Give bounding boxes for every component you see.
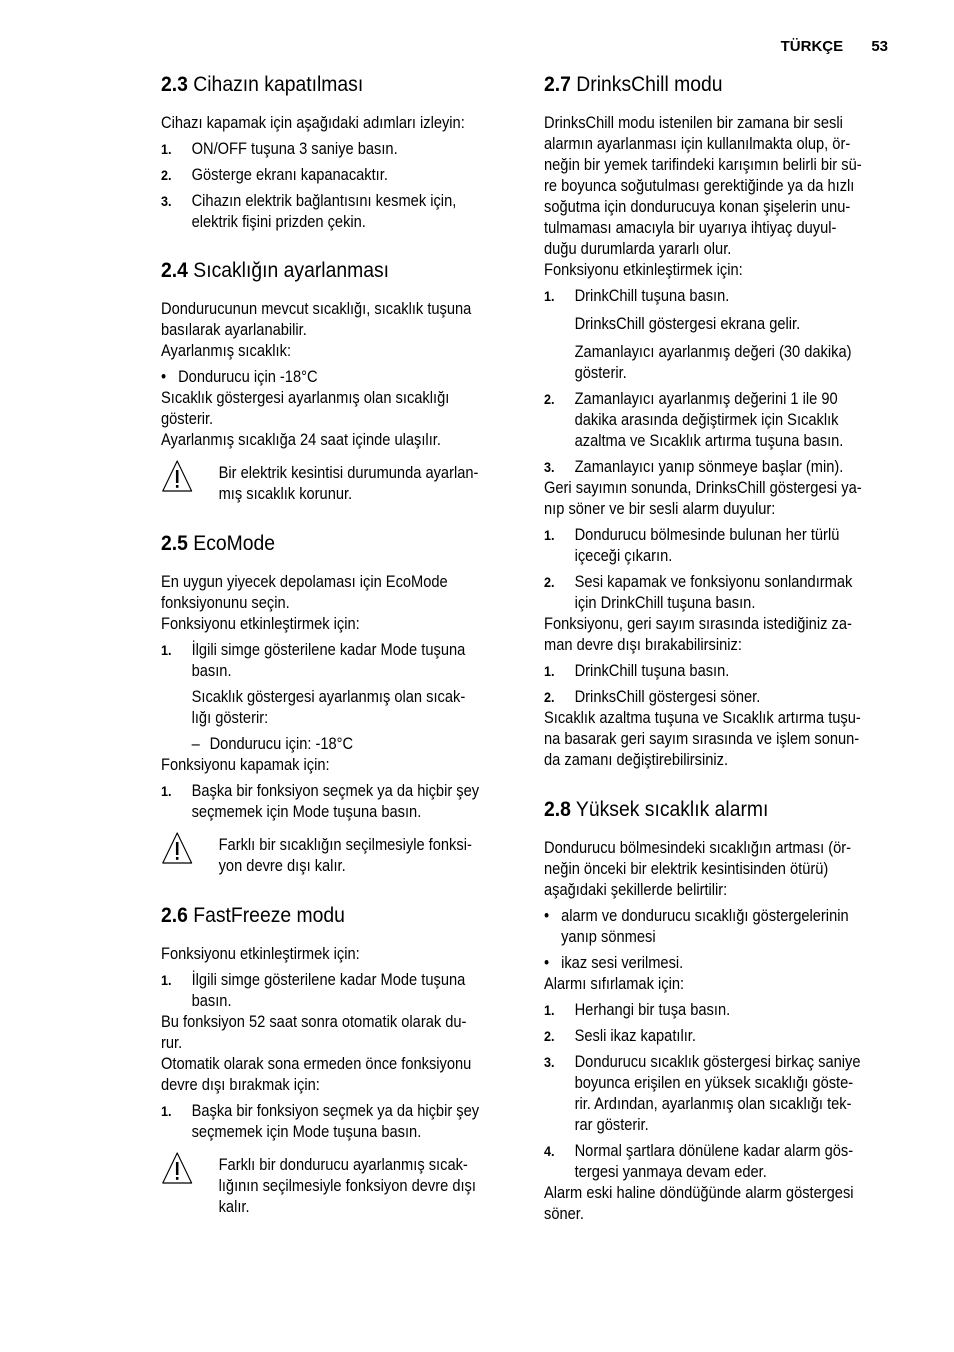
paragraph — [544, 614, 868, 656]
bullet-mark: • — [161, 368, 167, 386]
right-column — [544, 70, 904, 1225]
step-number: 1. — [544, 1002, 555, 1018]
step-number: 2. — [544, 689, 555, 705]
step-number: 1. — [161, 642, 172, 658]
section-number: 2.3 — [161, 72, 188, 96]
text-line: En uygun yiyecek depolaması için EcoMode — [161, 573, 448, 591]
paragraph — [544, 113, 868, 281]
step-text: İlgili simge gösterilene kadar Mode tuşuna — [191, 971, 466, 989]
text-line: Alarm eski haline döndüğünde alarm göstergesi — [544, 1184, 854, 1202]
text-line: Sıcaklık göstergesi ayarlanmış olan sıcak- — [191, 688, 466, 706]
text-line: soğutma için dondurucuya konan şişelerin unu- — [544, 198, 851, 216]
list-step — [161, 191, 485, 233]
page-header — [781, 38, 888, 55]
bullet-text: alarm ve dondurucu sıcaklığı göstergelerinin — [561, 907, 849, 925]
step-text: DrinkChill tuşuna basın. — [574, 662, 730, 680]
list-step — [544, 687, 868, 708]
list-step — [161, 781, 485, 823]
step-text: elektrik fişini prizden çekin. — [191, 213, 366, 231]
bullet-text: yanıp sönmesi — [561, 928, 656, 946]
step-text: tergesi yanmaya devam eder. — [574, 1163, 767, 1181]
text-line: gösterir. — [574, 364, 627, 382]
text-line: da zamanı değiştirebilirsiniz. — [544, 751, 729, 769]
list-step — [544, 1141, 868, 1183]
step-text: Başka bir fonksiyon seçmek ya da hiçbir şey — [191, 1102, 480, 1120]
list-step — [544, 525, 868, 567]
text-line: Fonksiyonu, geri sayım sırasında istediğiniz za- — [544, 615, 852, 633]
text-line: duğu durumlarda yararlı olur. — [544, 240, 732, 258]
text-line: nıp söner ve bir sesli alarm duyulur: — [544, 500, 776, 518]
step-number: 1. — [161, 141, 172, 157]
text-line: lığı gösterir: — [191, 709, 269, 727]
step-text: DrinksChill göstergesi söner. — [574, 688, 761, 706]
warning-triangle-icon — [161, 1151, 193, 1185]
step-text: Dondurucu bölmesinde bulunan her türlü — [574, 526, 840, 544]
section-number: 2.6 — [161, 903, 188, 927]
section-heading — [161, 529, 485, 557]
section-number: 2.7 — [544, 72, 571, 96]
step-number: 2. — [544, 1028, 555, 1044]
text-line: aşağıdaki şekillerde belirtilir: — [544, 881, 728, 899]
text-line: Fonksiyonu etkinleştirmek için: — [544, 261, 743, 279]
step-text: ON/OFF tuşuna 3 saniye basın. — [191, 140, 398, 158]
step-text: Dondurucu sıcaklık göstergesi birkaç saniye — [574, 1053, 861, 1071]
paragraph — [161, 1012, 485, 1096]
paragraph: Fonksiyonu kapamak için: — [161, 756, 330, 774]
section-title: FastFreeze modu — [193, 903, 345, 927]
text-line: söner. — [544, 1205, 584, 1223]
text-line: Bu fonksiyon 52 saat sonra otomatik olarak du- — [161, 1013, 467, 1031]
list-step — [161, 970, 485, 1012]
step-text: azaltma ve Sıcaklık artırma tuşuna basın. — [574, 432, 844, 450]
step-text: DrinkChill tuşuna basın. — [574, 287, 730, 305]
step-number: 1. — [161, 783, 172, 799]
bullet-mark: • — [544, 907, 550, 925]
list-step — [544, 1026, 868, 1047]
step-number: 1. — [544, 527, 555, 543]
text-line: Dondurucu bölmesindeki sıcaklığın artması (ör- — [544, 839, 852, 857]
step-text: İlgili simge gösterilene kadar Mode tuşuna — [191, 641, 466, 659]
step-text: seçmemek için Mode tuşuna basın. — [191, 1123, 422, 1141]
paragraph — [161, 572, 485, 635]
bullet-item — [544, 953, 868, 974]
paragraph — [161, 388, 485, 451]
section-number: 2.5 — [161, 531, 188, 555]
text-line: neğin bir yemek tarifindeki karışımın belirli bir sü- — [544, 156, 862, 174]
step-number: 3. — [544, 1054, 555, 1070]
step-text: Cihazın elektrik bağlantısını kesmek için, — [191, 192, 457, 210]
text-line: Zamanlayıcı ayarlanmış değeri (30 dakika) — [574, 343, 852, 361]
text-line: Sıcaklık göstergesi ayarlanmış olan sıcaklığı — [161, 389, 450, 407]
list-step — [544, 661, 868, 682]
section-title: Sıcaklığın ayarlanması — [193, 258, 390, 282]
step-note — [544, 314, 868, 335]
list-step — [544, 572, 868, 614]
text-line: re boyunca soğutulması gerektiğinde ya da hızlı — [544, 177, 855, 195]
list-step — [161, 640, 485, 682]
step-text: Normal şartlara dönülene kadar alarm gös- — [574, 1142, 854, 1160]
list-step — [544, 389, 868, 452]
text-line: Dondurucunun mevcut sıcaklığı, sıcaklık tuşuna — [161, 300, 472, 318]
warning-note — [161, 463, 485, 505]
text-line: alarmın ayarlanması için kullanılmakta olup, ör- — [544, 135, 851, 153]
text-line: DrinksChill göstergesi ekrana gelir. — [574, 315, 801, 333]
section-title: EcoMode — [193, 531, 276, 555]
step-text: içeceği çıkarın. — [574, 547, 673, 565]
step-number: 1. — [544, 663, 555, 679]
page-number: 53 — [871, 38, 888, 55]
step-text: Zamanlayıcı ayarlanmış değerini 1 ile 90 — [574, 390, 838, 408]
section-heading — [161, 256, 485, 284]
section-number: 2.4 — [161, 258, 188, 282]
text-line: man devre dışı bırakabilirsiniz: — [544, 636, 742, 654]
step-number: 3. — [161, 193, 172, 209]
text-line: gösterir. — [161, 410, 214, 428]
warning-triangle-icon — [161, 459, 193, 493]
list-step — [544, 1052, 868, 1136]
step-text: boyunca erişilen en yüksek sıcaklığı göste- — [574, 1074, 854, 1092]
list-step — [544, 286, 868, 307]
step-number: 4. — [544, 1143, 555, 1159]
warning-text: yon devre dışı kalır. — [218, 857, 346, 875]
step-note — [161, 687, 485, 729]
warning-note — [161, 1155, 485, 1218]
paragraph — [544, 838, 868, 901]
language-label: TÜRKÇE — [780, 38, 844, 55]
warning-text: mış sıcaklık korunur. — [218, 485, 353, 503]
section-title: DrinksChill modu — [576, 72, 723, 96]
paragraph — [161, 299, 485, 362]
bullet-text: Dondurucu için -18°C — [178, 368, 318, 386]
step-note — [544, 342, 868, 384]
bullet-text: ikaz sesi verilmesi. — [561, 954, 684, 972]
list-step — [161, 139, 485, 160]
section-title: Yüksek sıcaklık alarmı — [575, 797, 769, 821]
text-line: tulmaması amacıyla bir uyarıya ihtiyaç duyul- — [544, 219, 837, 237]
section-number: 2.8 — [544, 797, 571, 821]
step-number: 1. — [161, 1103, 172, 1119]
bullet-mark: • — [544, 954, 550, 972]
bullet-item — [544, 906, 868, 948]
warning-text: Farklı bir dondurucu ayarlanmış sıcak- — [218, 1156, 468, 1174]
step-text: Gösterge ekranı kapanacaktır. — [191, 166, 388, 184]
bullet-mark: – — [191, 735, 200, 753]
list-step — [544, 457, 868, 478]
step-text: rir. Ardından, ayarlanmış olan sıcaklığı tek- — [574, 1095, 852, 1113]
step-text: Zamanlayıcı yanıp sönmeye başlar (min). — [574, 458, 844, 476]
text-line: basılarak ayarlanabilir. — [161, 321, 307, 339]
left-column — [161, 70, 521, 1218]
step-number: 2. — [161, 167, 172, 183]
section-heading — [544, 70, 868, 98]
step-number: 2. — [544, 574, 555, 590]
text-line: Geri sayımın sonunda, DrinksChill göstergesi ya- — [544, 479, 862, 497]
step-number: 3. — [544, 459, 555, 475]
bullet-text: Dondurucu için: -18°C — [209, 735, 354, 753]
warning-note — [161, 835, 485, 877]
step-text: basın. — [191, 992, 232, 1010]
warning-text: Farklı bir sıcaklığın seçilmesiyle fonksi- — [218, 836, 472, 854]
text-line: Ayarlanmış sıcaklığa 24 saat içinde ulaşılır. — [161, 431, 441, 449]
step-text: dakika arasında değiştirmek için Sıcaklık — [574, 411, 839, 429]
step-text: basın. — [191, 662, 232, 680]
section-heading — [161, 901, 485, 929]
warning-text: Bir elektrik kesintisi durumunda ayarlan- — [218, 464, 479, 482]
section-title: Cihazın kapatılması — [193, 72, 364, 96]
step-text: için DrinkChill tuşuna basın. — [574, 594, 756, 612]
list-step — [161, 1101, 485, 1143]
step-number: 2. — [544, 391, 555, 407]
warning-triangle-icon — [161, 831, 193, 865]
step-text: Herhangi bir tuşa basın. — [574, 1001, 731, 1019]
paragraph — [544, 478, 868, 520]
step-text: rar gösterir. — [574, 1116, 649, 1134]
list-step — [544, 1000, 868, 1021]
text-line: fonksiyonunu seçin. — [161, 594, 290, 612]
step-text: Sesi kapamak ve fonksiyonu sonlandırmak — [574, 573, 853, 591]
text-line: devre dışı bırakmak için: — [161, 1076, 320, 1094]
step-text: seçmemek için Mode tuşuna basın. — [191, 803, 422, 821]
paragraph: Fonksiyonu etkinleştirmek için: — [161, 945, 360, 963]
step-text: Başka bir fonksiyon seçmek ya da hiçbir şey — [191, 782, 480, 800]
section-heading — [161, 70, 485, 98]
step-number: 1. — [544, 288, 555, 304]
warning-text: kalır. — [218, 1198, 250, 1216]
text-line: Fonksiyonu etkinleştirmek için: — [161, 615, 360, 633]
paragraph — [544, 708, 868, 771]
step-text: Sesli ikaz kapatılır. — [574, 1027, 696, 1045]
paragraph — [544, 1183, 868, 1225]
dash-item — [161, 734, 485, 755]
text-line: Sıcaklık azaltma tuşuna ve Sıcaklık artırma tuşu- — [544, 709, 861, 727]
text-line: Ayarlanmış sıcaklık: — [161, 342, 292, 360]
warning-text: lığının seçilmesiyle fonksiyon devre dışı — [218, 1177, 476, 1195]
section-heading — [544, 795, 868, 823]
paragraph: Cihazı kapamak için aşağıdaki adımları izleyin: — [161, 114, 465, 132]
step-number: 1. — [161, 972, 172, 988]
text-line: DrinksChill modu istenilen bir zamana bir sesli — [544, 114, 843, 132]
text-line: rur. — [161, 1034, 183, 1052]
paragraph: Alarmı sıfırlamak için: — [544, 975, 685, 993]
list-step — [161, 165, 485, 186]
bullet-item — [161, 367, 485, 388]
text-line: na basarak geri sayım sırasında ve işlem sonun- — [544, 730, 860, 748]
text-line: neğin önceki bir elektrik kesintisinden ötürü) — [544, 860, 829, 878]
text-line: Otomatik olarak sona ermeden önce fonksiyonu — [161, 1055, 472, 1073]
